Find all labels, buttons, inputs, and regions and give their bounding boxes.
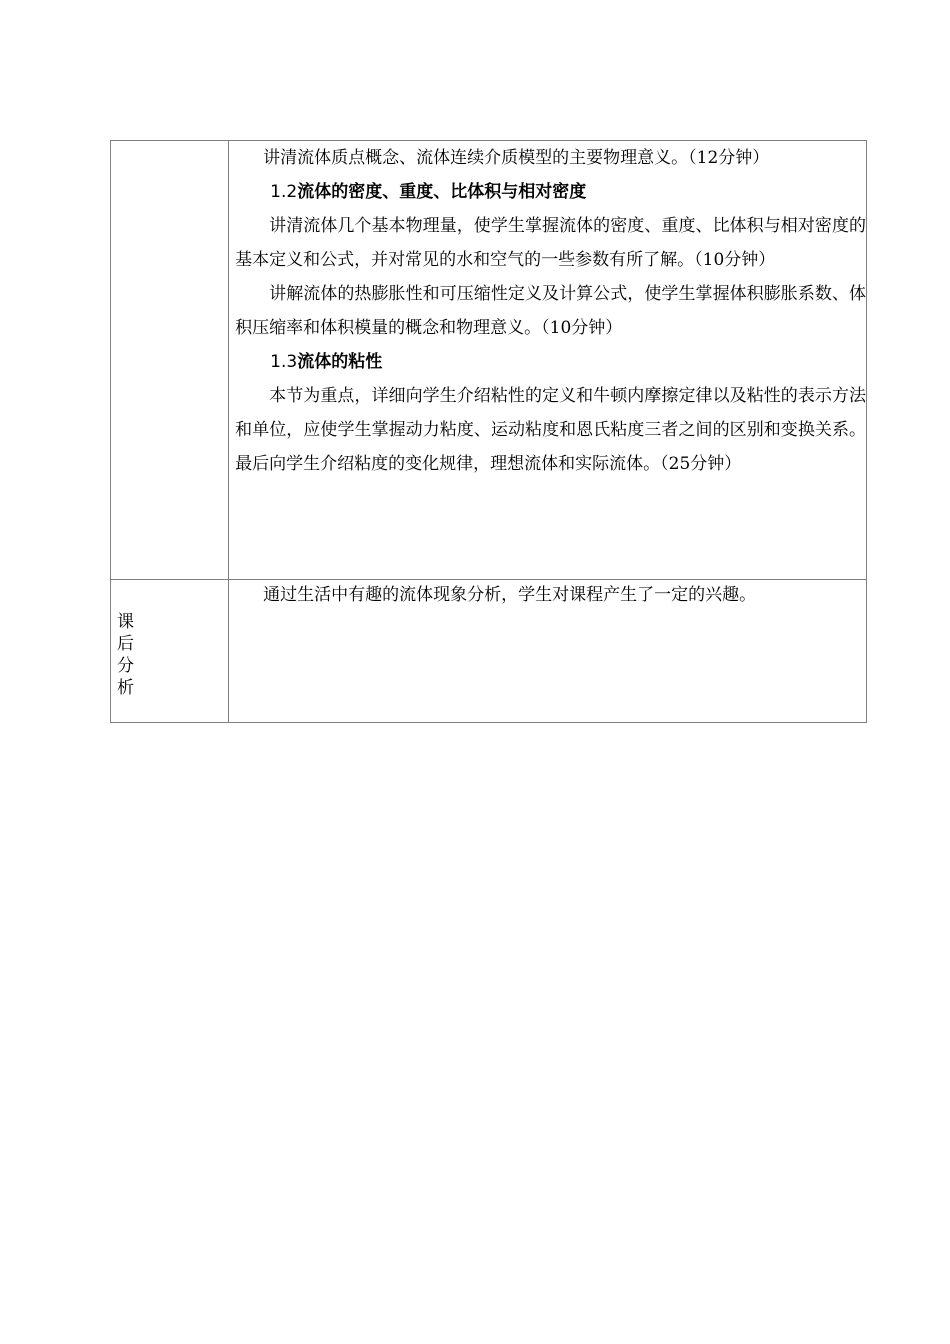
lesson-plan-table [110,140,867,723]
section-1-3-paragraph: 本节为重点，详细向学生介绍粘性的定义和牛顿内摩擦定律以及粘性的表示方法和单位，应使学生掌握动力粘度、运动粘度和恩氏粘度三者之间的区别和变换关系。最后向学生介绍粘度的变化规律，理想流体和实际流体。（25分钟） [235,386,866,474]
section-1-3-heading [229,345,866,379]
section-1-2-number: 1.2 [270,182,298,202]
teaching-content-row [111,141,867,580]
section-1-2-paragraph-1: 讲清流体几个基本物理量，使学生掌握流体的密度、重度、比体积与相对密度的基本定义和公式，并对常见的水和空气的一些参数有所了解。（10分钟） [235,216,866,270]
section-1-2-title: 流体的密度、重度、比体积与相对密度 [297,182,587,202]
analysis-content-cell [229,580,867,723]
analysis-label-cell [111,580,229,723]
analysis-label: 课后分析 [117,612,134,698]
post-class-analysis-row [111,580,867,723]
section-1-2-heading [229,175,866,209]
section-1-2-paragraph-2: 讲解流体的热膨胀性和可压缩性定义及计算公式，使学生掌握体积膨胀系数、体积压缩率和体积模量的概念和物理意义。（10分钟） [235,284,866,338]
analysis-text: 通过生活中有趣的流体现象分析，学生对课程产生了一定的兴趣。 [263,585,757,605]
section-1-3-number: 1.3 [270,352,298,372]
empty-label-cell [111,141,229,580]
teaching-content-cell [229,141,867,580]
section-1-3-title: 流体的粘性 [297,352,383,372]
section-1-1-paragraph: 讲清流体质点概念、流体连续介质模型的主要物理意义。（12分钟） [263,148,770,168]
